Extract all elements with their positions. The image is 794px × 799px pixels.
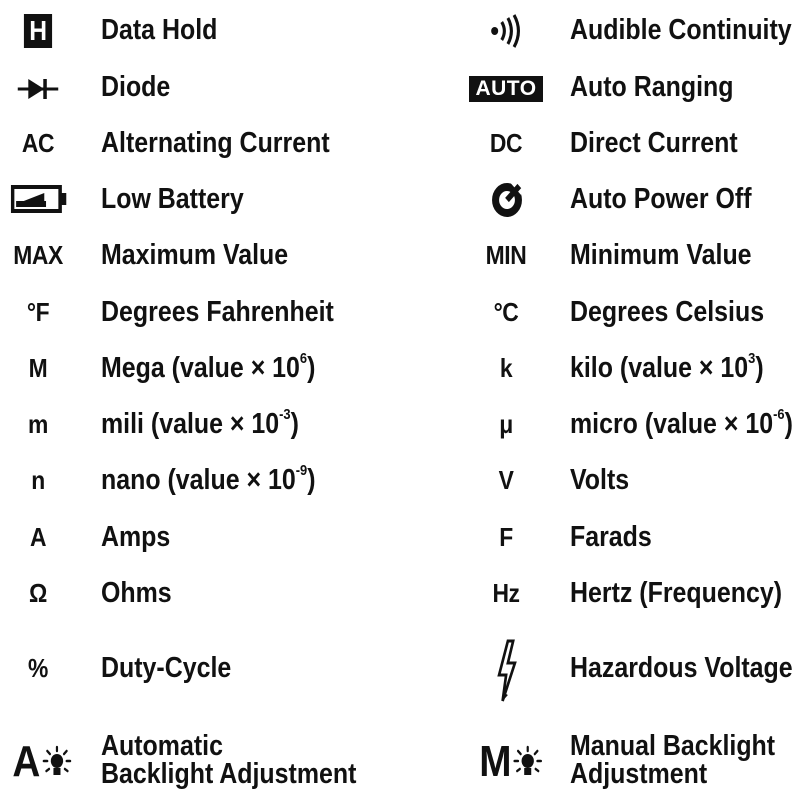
- nano-symbol: n: [31, 464, 45, 495]
- mili-label-text: mili (value × 10: [101, 408, 280, 440]
- max-symbol: MAX: [13, 239, 63, 270]
- kilo-exponent: 3: [748, 350, 756, 367]
- dc-label: Direct Current: [570, 127, 738, 159]
- mili-label-close: ): [290, 408, 299, 440]
- farads-symbol: F: [499, 521, 513, 552]
- min-label: Minimum Value: [570, 239, 752, 271]
- diode-symbol: [15, 72, 61, 106]
- mega-label-close: ): [307, 352, 316, 384]
- kilo-label-close: ): [755, 352, 764, 384]
- auto-power-off-symbol: [487, 180, 527, 218]
- nano-label-text: nano (value × 10: [101, 464, 296, 496]
- continuity-label: Audible Continuity: [570, 14, 792, 46]
- max-label: Maximum Value: [101, 239, 289, 271]
- min-symbol: MIN: [485, 239, 527, 270]
- continuity-icon: [488, 14, 527, 48]
- farads-label: Farads: [570, 521, 652, 553]
- mili-exponent: -3: [279, 406, 291, 423]
- amps-symbol: A: [29, 521, 47, 552]
- auto-ranging-symbol: [466, 72, 546, 106]
- mili-symbol: m: [28, 408, 48, 439]
- manual-backlight-label-line1: Manual Backlight: [570, 730, 776, 762]
- mega-label-text: Mega (value × 10: [101, 352, 300, 384]
- amps-label: Amps: [101, 521, 171, 553]
- ac-symbol: AC: [21, 127, 55, 158]
- mega-exponent: 6: [299, 350, 308, 367]
- low-battery-symbol: [10, 182, 68, 216]
- duty-cycle-symbol: %: [28, 652, 48, 683]
- ohms-symbol: Ω: [29, 577, 47, 608]
- dc-symbol: DC: [489, 127, 523, 158]
- manual-backlight-letter: M: [479, 737, 512, 786]
- mega-symbol: M: [28, 352, 48, 383]
- nano-label: [101, 462, 316, 496]
- volts-symbol: V: [498, 464, 514, 495]
- kilo-label: [570, 350, 764, 384]
- auto-power-off-icon: [491, 181, 523, 217]
- mili-label: [101, 406, 299, 440]
- backlight-icon: [513, 745, 543, 779]
- diode-label: Diode: [101, 71, 171, 103]
- auto-backlight-symbol: [7, 738, 77, 786]
- ohms-label: Ohms: [101, 577, 172, 609]
- fahrenheit-label: Degrees Fahrenheit: [101, 296, 334, 328]
- continuity-symbol: [487, 13, 527, 49]
- hazard-symbol: [492, 638, 522, 704]
- hazard-lightning-icon: [496, 639, 519, 703]
- micro-label: [570, 406, 793, 440]
- diode-icon: [16, 74, 60, 104]
- mega-label: [101, 350, 316, 384]
- celsius-label: Degrees Celsius: [570, 296, 765, 328]
- kilo-symbol: k: [499, 352, 513, 383]
- auto-backlight-label-line1: Automatic: [101, 730, 223, 762]
- auto-backlight-letter: A: [12, 737, 40, 786]
- nano-label-close: ): [307, 464, 316, 496]
- auto-backlight-label: [101, 732, 356, 788]
- data-hold-symbol: [20, 13, 55, 49]
- micro-exponent: -6: [773, 406, 785, 423]
- manual-backlight-label: [570, 732, 775, 788]
- data-hold-icon: H: [24, 14, 52, 48]
- micro-label-text: micro (value × 10: [570, 408, 774, 440]
- manual-backlight-symbol: [471, 738, 550, 786]
- duty-cycle-label: Duty-Cycle: [101, 652, 232, 684]
- manual-backlight-label-line2: Adjustment: [570, 758, 708, 790]
- hertz-symbol: Hz: [492, 577, 520, 608]
- low-battery-label: Low Battery: [101, 183, 244, 215]
- celsius-symbol: °C: [493, 296, 519, 327]
- ac-label: Alternating Current: [101, 127, 330, 159]
- hazard-label: Hazardous Voltage: [570, 652, 793, 684]
- auto-power-off-label: Auto Power Off: [570, 183, 752, 215]
- micro-symbol: μ: [499, 408, 513, 439]
- data-hold-label: Data Hold: [101, 14, 218, 46]
- kilo-label-text: kilo (value × 10: [570, 352, 749, 384]
- hertz-label: Hertz (Frequency): [570, 577, 783, 609]
- auto-badge: AUTO: [469, 76, 542, 102]
- fahrenheit-symbol: °F: [26, 296, 50, 327]
- nano-exponent: -9: [295, 462, 308, 479]
- volts-label: Volts: [570, 464, 630, 496]
- auto-ranging-label: Auto Ranging: [570, 71, 734, 103]
- auto-backlight-label-line2: Backlight Adjustment: [101, 758, 357, 790]
- low-battery-icon: [11, 184, 67, 214]
- backlight-icon: [42, 745, 72, 779]
- micro-label-close: ): [784, 408, 793, 440]
